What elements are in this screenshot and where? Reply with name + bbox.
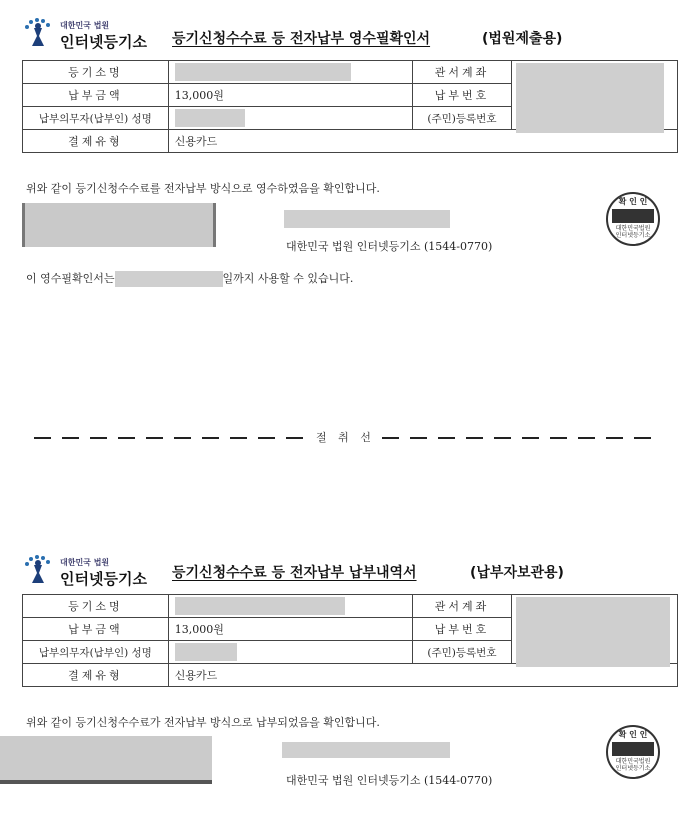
court-emblem-icon [22, 553, 56, 587]
registry-label: 등기소명 [23, 61, 169, 84]
payment-type-value: 신용카드 [168, 130, 677, 153]
confirmation-text: 위와 같이 등기신청수수료를 전자납부 방식으로 영수하였음을 확인합니다. [26, 182, 380, 195]
payment-table [22, 594, 678, 687]
registry-value [168, 61, 412, 84]
payment-table [22, 60, 678, 153]
account-value [512, 61, 678, 130]
amount-label: 납부금액 [23, 84, 169, 107]
stamp-title: 확 인 인 [618, 196, 648, 206]
amount-value: 13,000원 [168, 84, 412, 107]
redacted-block [175, 109, 245, 127]
court-logo [22, 553, 162, 587]
issuer-text: 대한민국 법원 인터넷등기소 (1544-0770) [286, 774, 493, 787]
document-subtitle: (납부자보관용) [470, 565, 564, 581]
court-logo [22, 16, 162, 50]
stamp-title: 확 인 인 [618, 729, 648, 739]
confirmation-stamp [606, 725, 660, 779]
registry-value [168, 595, 412, 618]
logo-court-text: 대한민국 법원 [60, 21, 110, 30]
payment-number-label: 납부번호 [412, 84, 512, 107]
stamp-line2: 인터넷등기소 [615, 765, 651, 772]
stamp-line2: 인터넷등기소 [615, 232, 651, 239]
amount-label: 납부금액 [23, 618, 169, 641]
payment-type-value: 신용카드 [168, 664, 677, 687]
payment-type-label: 결제유형 [23, 664, 169, 687]
redacted-block [282, 742, 450, 758]
payer-label: 납부의무자(납부인) 성명 [23, 641, 169, 664]
payment-number-label: 납부번호 [412, 618, 512, 641]
validity-prefix: 이 영수필확인서는 [26, 272, 115, 285]
redacted-block [22, 203, 216, 247]
confirmation-stamp [606, 192, 660, 246]
id-number-label: (주민)등록번호 [412, 641, 512, 664]
logo-service-text: 인터넷등기소 [60, 33, 147, 51]
stamp-text [608, 225, 658, 239]
redacted-block [115, 271, 223, 287]
document-title: 등기신청수수료 등 전자납부 납부내역서 [172, 565, 417, 581]
payer-label: 납부의무자(납부인) 성명 [23, 107, 169, 130]
validity-text [26, 270, 353, 287]
redacted-block [0, 736, 212, 784]
redacted-block [175, 643, 237, 661]
account-value [512, 595, 678, 664]
redacted-block [175, 63, 351, 81]
confirmation-text: 위와 같이 등기신청수수료가 전자납부 방식으로 납부되었음을 확인합니다. [26, 716, 380, 729]
stamp-line1: 대한민국법원 [615, 225, 651, 232]
validity-suffix: 일까지 사용할 수 있습니다. [222, 272, 354, 285]
redacted-block [516, 63, 664, 133]
amount-value: 13,000원 [168, 618, 412, 641]
stamp-line1: 대한민국법원 [615, 758, 651, 765]
cut-line-label: 절 취 선 [316, 431, 375, 444]
account-label: 관서계좌 [412, 61, 512, 84]
logo-court-text: 대한민국 법원 [60, 558, 110, 567]
payer-value [168, 107, 412, 130]
court-emblem-icon [22, 16, 56, 50]
payer-value [168, 641, 412, 664]
document-subtitle: (법원제출용) [482, 31, 563, 47]
logo-service-text: 인터넷등기소 [60, 570, 147, 588]
redacted-block [284, 210, 450, 228]
redacted-block [175, 597, 345, 615]
account-label: 관서계좌 [412, 595, 512, 618]
document-title: 등기신청수수료 등 전자납부 영수필확인서 [172, 31, 431, 47]
registry-label: 등기소명 [23, 595, 169, 618]
redacted-block [516, 597, 670, 667]
id-number-label: (주민)등록번호 [412, 107, 512, 130]
stamp-text [608, 758, 658, 772]
issuer-text: 대한민국 법원 인터넷등기소 (1544-0770) [286, 240, 493, 253]
payment-type-label: 결제유형 [23, 130, 169, 153]
